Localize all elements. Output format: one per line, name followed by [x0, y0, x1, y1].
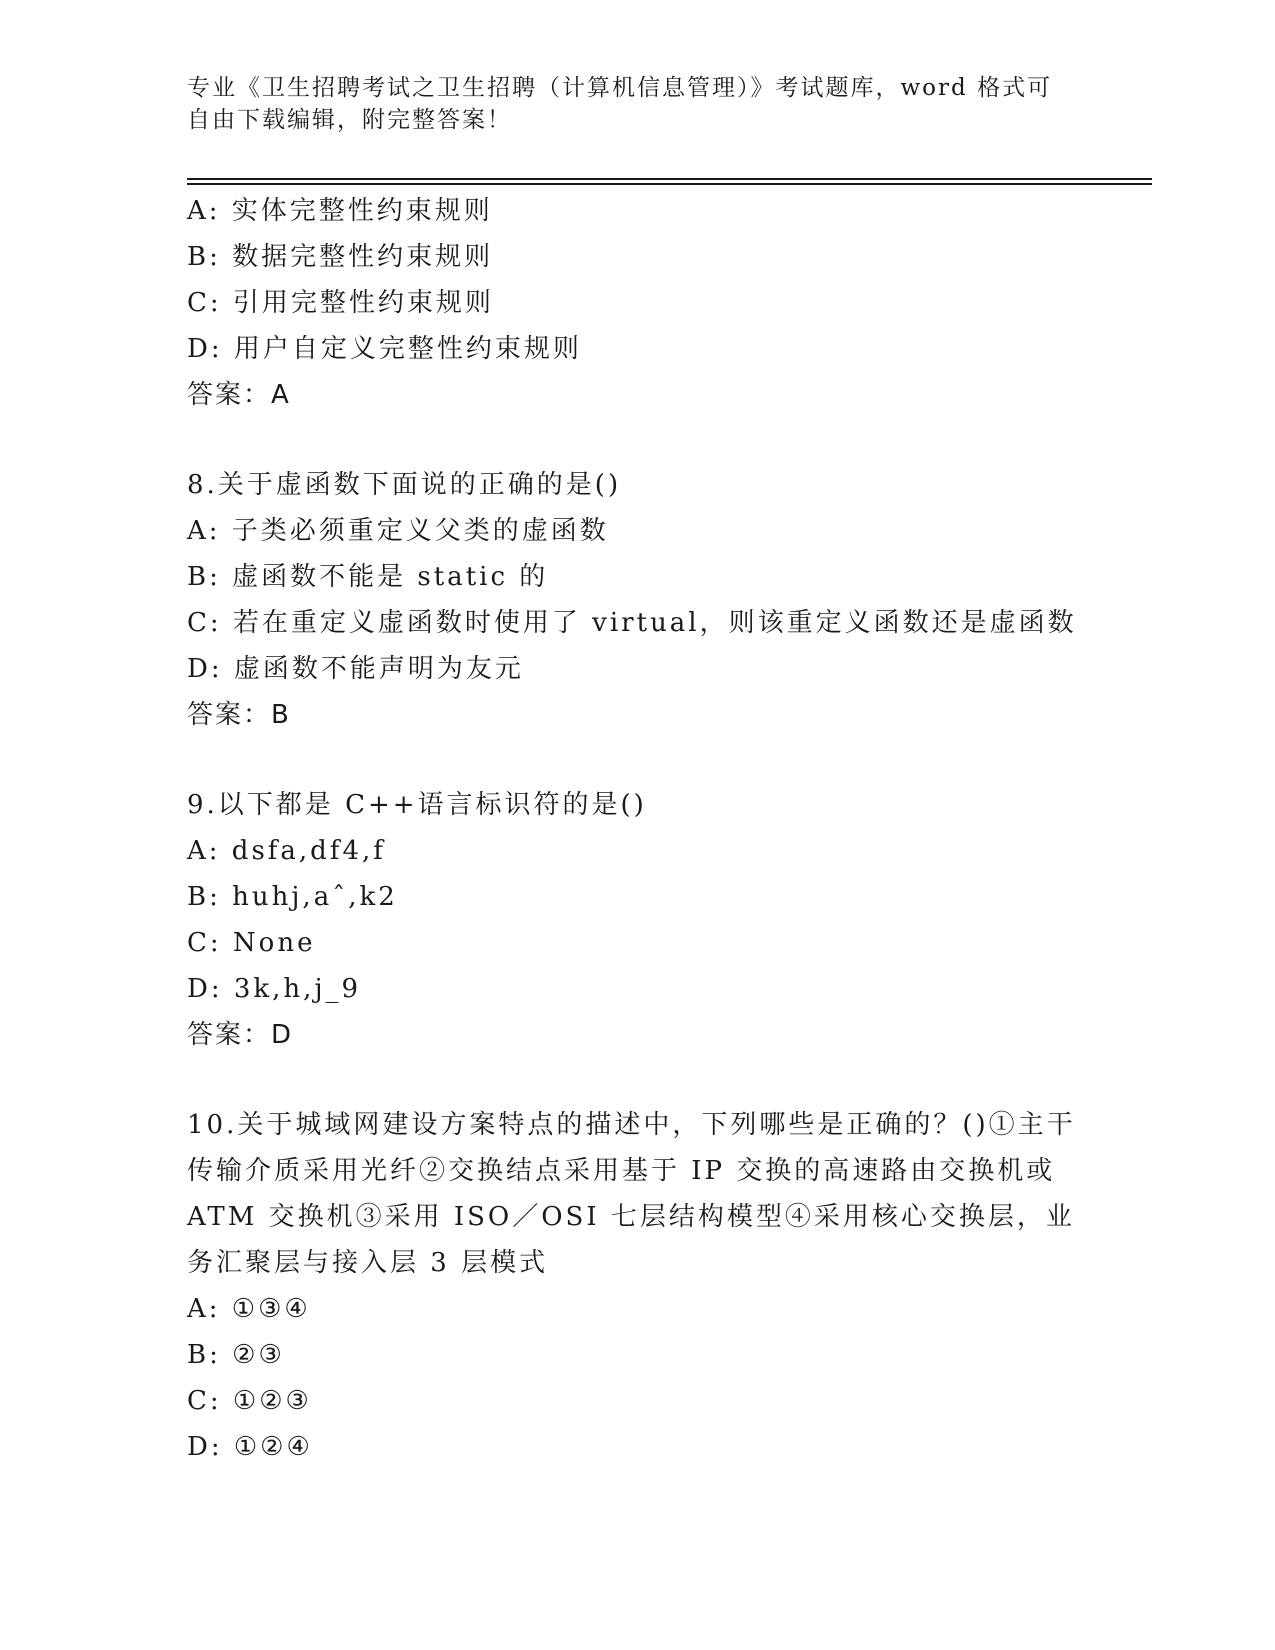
option-a: A: 子类必须重定义父类的虚函数 — [187, 516, 609, 546]
option-a: A: 实体完整性约束规则 — [187, 196, 493, 226]
question-9 — [187, 782, 1087, 1058]
question-8 — [187, 462, 1087, 738]
option-b: B: 虚函数不能是 static 的 — [187, 562, 549, 592]
option-c: C: ①②③ — [187, 1386, 312, 1416]
question-stem: 8.关于虚函数下面说的正确的是() — [187, 470, 622, 500]
answer-line: 答案：B — [187, 700, 291, 730]
option-b: B: ②③ — [187, 1340, 285, 1370]
header-intro-text: 专业《卫生招聘考试之卫生招聘（计算机信息管理）》考试题库，word 格式可自由下载编辑，附完整答案！ — [187, 75, 1053, 133]
question-7 — [187, 188, 1087, 418]
spacer — [187, 418, 1087, 462]
answer-line: 答案：D — [187, 1020, 294, 1050]
answer-line: 答案：A — [187, 380, 291, 410]
question-stem: 10.关于城域网建设方案特点的描述中，下列哪些是正确的？()①主干传输介质采用光纤②交换结点采用基于 IP 交换的高速路由交换机或 ATM 交换机③采用 ISO／OSI 七层结构模型④采用核心交换层，业务汇聚层与接入层 3 层模式 — [187, 1110, 1076, 1278]
option-d: D: 用户自定义完整性约束规则 — [187, 334, 582, 364]
spacer — [187, 738, 1087, 782]
question-stem: 9.以下都是 C++语言标识符的是() — [187, 790, 647, 820]
option-c: C: 若在重定义虚函数时使用了 virtual，则该重定义函数还是虚函数 — [187, 608, 1077, 638]
option-c: C: None — [187, 928, 316, 958]
spacer — [187, 1058, 1087, 1102]
document-header — [187, 72, 1067, 136]
option-d: D: ①②④ — [187, 1432, 313, 1462]
question-10 — [187, 1102, 1087, 1470]
option-a: A: dsfa,df4,f — [187, 836, 386, 866]
header-divider-bottom — [187, 183, 1152, 185]
option-c: C: 引用完整性约束规则 — [187, 288, 494, 318]
option-d: D: 3k,h,j_9 — [187, 974, 362, 1004]
option-b: B: 数据完整性约束规则 — [187, 242, 494, 272]
option-a: A: ①③④ — [187, 1294, 311, 1324]
header-divider-top — [187, 178, 1152, 180]
option-d: D: 虚函数不能声明为友元 — [187, 654, 524, 684]
option-b: B: huhj,aˆ,k2 — [187, 882, 398, 912]
question-list — [187, 188, 1087, 1470]
